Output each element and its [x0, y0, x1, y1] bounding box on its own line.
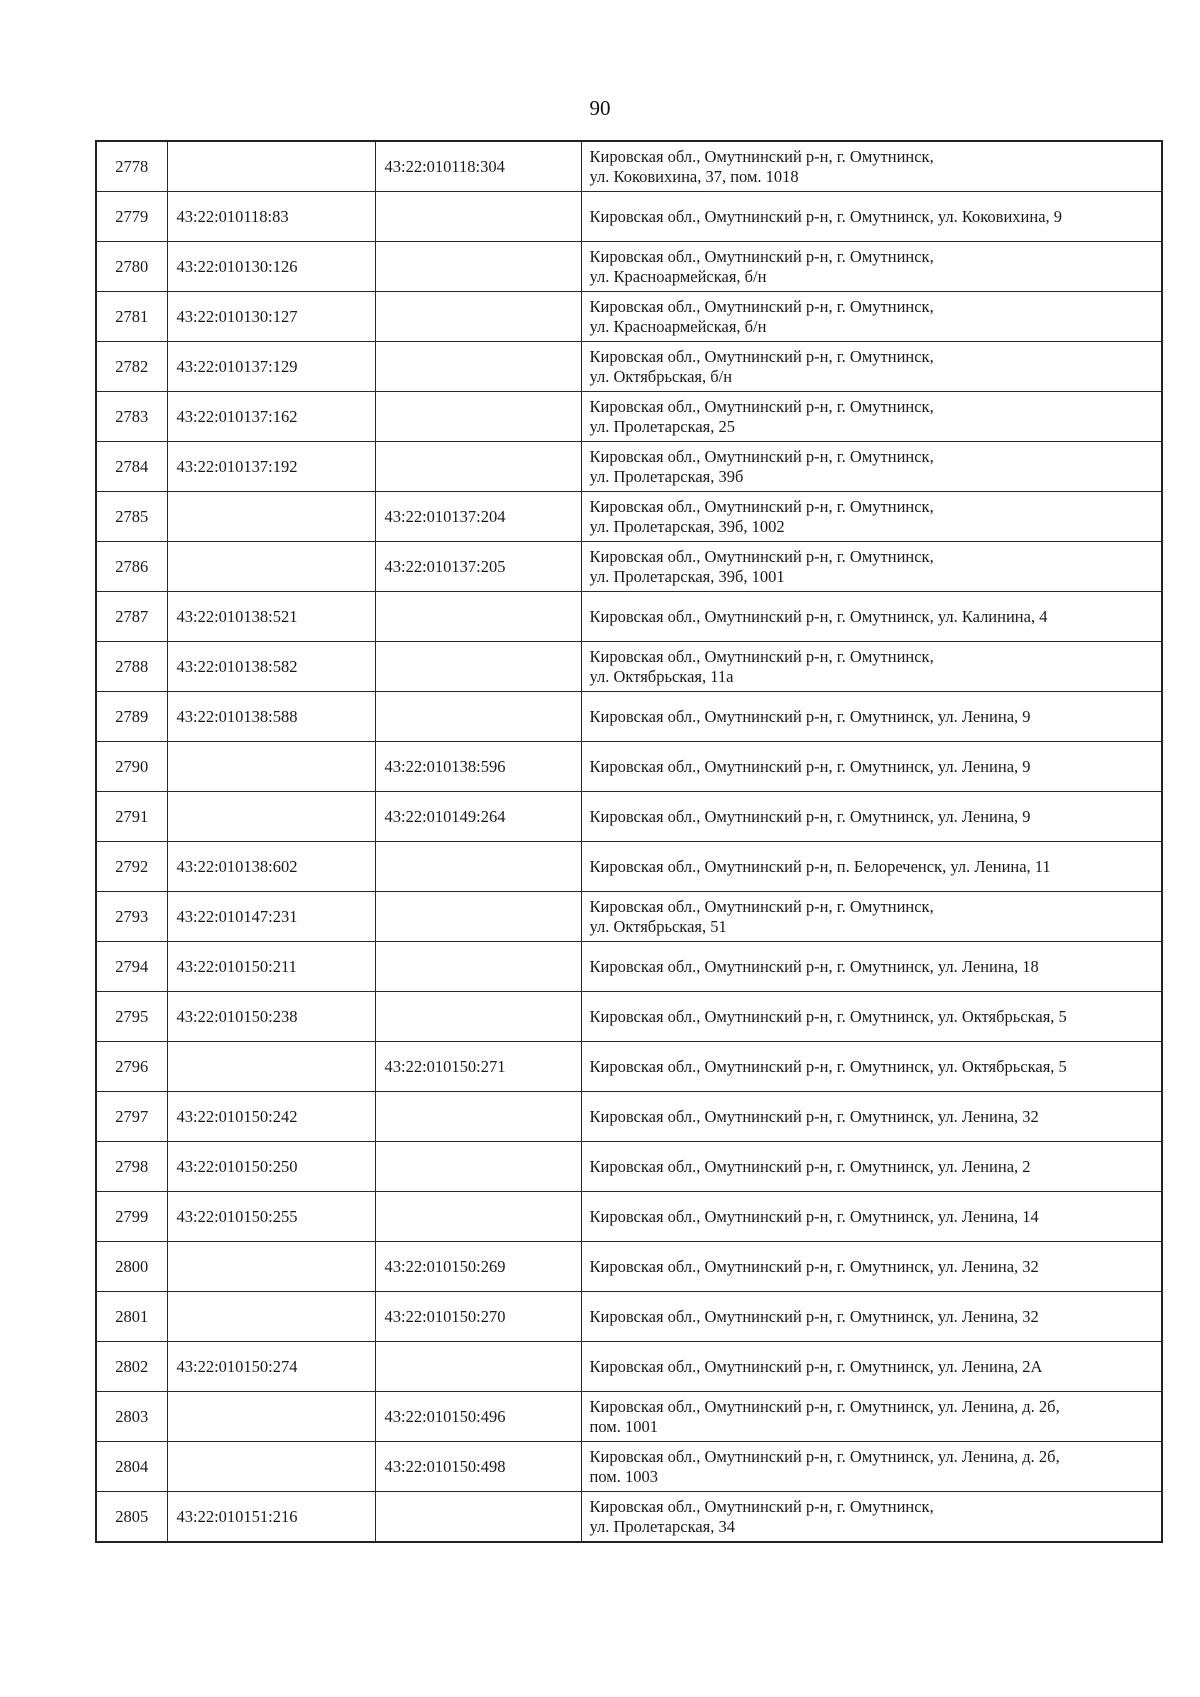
address-line: ул. Коковихина, 37, пом. 1018 — [589, 166, 799, 186]
address-line: ул. Пролетарская, 39б — [589, 466, 744, 486]
table-row — [96, 1042, 1162, 1092]
cadastral-number-cell — [167, 542, 375, 592]
address-cell — [581, 1192, 1162, 1242]
address-cell — [581, 642, 1162, 692]
address-line: Кировская обл., Омутнинский р-н, г. Омутнинск, ул. Коковихина, 9 — [589, 206, 1063, 226]
table-row — [96, 942, 1162, 992]
address-line: Кировская обл., Омутнинский р-н, г. Омутнинск, ул. Ленина, 9 — [589, 756, 1031, 776]
table-row — [96, 392, 1162, 442]
cadastral-number-cell — [375, 842, 581, 892]
address-line: Кировская обл., Омутнинский р-н, г. Омутнинск, — [589, 146, 934, 166]
address-cell — [581, 742, 1162, 792]
cadastral-number-cell — [375, 692, 581, 742]
address-cell — [581, 192, 1162, 242]
cadastral-number-cell: 43:22:010150:242 — [167, 1092, 375, 1142]
cadastral-number-cell: 43:22:010150:255 — [167, 1192, 375, 1242]
cadastral-number-cell: 43:22:010138:596 — [375, 742, 581, 792]
address-line: Кировская обл., Омутнинский р-н, п. Белореченск, ул. Ленина, 11 — [589, 856, 1051, 876]
cadastral-number-cell: 43:22:010130:127 — [167, 292, 375, 342]
cadastral-number-cell — [375, 1092, 581, 1142]
table-row — [96, 842, 1162, 892]
cadastral-number-cell: 43:22:010138:582 — [167, 642, 375, 692]
address-cell — [581, 442, 1162, 492]
table-row — [96, 992, 1162, 1042]
address-line: пом. 1001 — [589, 1416, 658, 1436]
address-cell — [581, 141, 1162, 192]
address-line: Кировская обл., Омутнинский р-н, г. Омутнинск, ул. Ленина, д. 2б, — [589, 1446, 1060, 1466]
address-line: Кировская обл., Омутнинский р-н, г. Омутнинск, — [589, 346, 934, 366]
row-number-cell: 2788 — [96, 642, 167, 692]
row-number-cell: 2804 — [96, 1442, 167, 1492]
cadastral-number-cell: 43:22:010138:588 — [167, 692, 375, 742]
cadastral-number-cell — [375, 1192, 581, 1242]
row-number-cell: 2795 — [96, 992, 167, 1042]
address-line: Кировская обл., Омутнинский р-н, г. Омутнинск, — [589, 446, 934, 466]
cadastral-number-cell: 43:22:010150:211 — [167, 942, 375, 992]
cadastral-number-cell: 43:22:010150:250 — [167, 1142, 375, 1192]
address-line: Кировская обл., Омутнинский р-н, г. Омутнинск, — [589, 896, 934, 916]
address-cell — [581, 1042, 1162, 1092]
address-cell — [581, 492, 1162, 542]
table-row — [96, 592, 1162, 642]
cadastral-number-cell: 43:22:010137:162 — [167, 392, 375, 442]
cadastral-number-cell — [167, 1392, 375, 1442]
address-line: ул. Красноармейская, б/н — [589, 316, 767, 336]
table-row — [96, 1092, 1162, 1142]
address-cell — [581, 842, 1162, 892]
table-row — [96, 1442, 1162, 1492]
address-line: Кировская обл., Омутнинский р-н, г. Омутнинск, — [589, 1496, 934, 1516]
address-line: Кировская обл., Омутнинский р-н, г. Омутнинск, ул. Октябрьская, 5 — [589, 1006, 1067, 1026]
address-cell — [581, 242, 1162, 292]
address-cell — [581, 1092, 1162, 1142]
row-number-cell: 2800 — [96, 1242, 167, 1292]
table-row — [96, 892, 1162, 942]
cadastral-number-cell — [167, 1042, 375, 1092]
cadastral-number-cell: 43:22:010149:264 — [375, 792, 581, 842]
address-line: ул. Октябрьская, 11а — [589, 666, 734, 686]
page-number: 90 — [589, 96, 611, 120]
row-number-cell: 2796 — [96, 1042, 167, 1092]
table-row — [96, 442, 1162, 492]
cadastral-number-cell — [375, 592, 581, 642]
cadastral-number-cell: 43:22:010137:192 — [167, 442, 375, 492]
address-line: пом. 1003 — [589, 1466, 658, 1486]
address-line: Кировская обл., Омутнинский р-н, г. Омутнинск, ул. Ленина, 9 — [589, 806, 1031, 826]
cadastral-number-cell: 43:22:010118:304 — [375, 141, 581, 192]
address-line: ул. Пролетарская, 39б, 1001 — [589, 566, 785, 586]
row-number-cell: 2805 — [96, 1492, 167, 1543]
cadastral-number-cell: 43:22:010150:269 — [375, 1242, 581, 1292]
cadastral-number-cell: 43:22:010138:521 — [167, 592, 375, 642]
address-line: ул. Пролетарская, 25 — [589, 416, 736, 436]
cadastral-number-cell — [375, 642, 581, 692]
address-cell — [581, 392, 1162, 442]
address-cell — [581, 1492, 1162, 1543]
registry-table — [95, 140, 1163, 1543]
row-number-cell: 2778 — [96, 141, 167, 192]
address-line: Кировская обл., Омутнинский р-н, г. Омутнинск, ул. Ленина, 18 — [589, 956, 1039, 976]
row-number-cell: 2797 — [96, 1092, 167, 1142]
address-cell — [581, 1392, 1162, 1442]
address-cell — [581, 892, 1162, 942]
table-row — [96, 1292, 1162, 1342]
address-line: Кировская обл., Омутнинский р-н, г. Омутнинск, — [589, 496, 934, 516]
cadastral-number-cell — [167, 792, 375, 842]
address-line: Кировская обл., Омутнинский р-н, г. Омутнинск, ул. Ленина, 32 — [589, 1106, 1039, 1126]
row-number-cell: 2793 — [96, 892, 167, 942]
row-number-cell: 2783 — [96, 392, 167, 442]
row-number-cell: 2781 — [96, 292, 167, 342]
row-number-cell: 2798 — [96, 1142, 167, 1192]
row-number-cell: 2784 — [96, 442, 167, 492]
cadastral-number-cell: 43:22:010151:216 — [167, 1492, 375, 1543]
address-line: Кировская обл., Омутнинский р-н, г. Омутнинск, ул. Калинина, 4 — [589, 606, 1048, 626]
address-cell — [581, 542, 1162, 592]
cadastral-number-cell: 43:22:010150:498 — [375, 1442, 581, 1492]
address-cell — [581, 342, 1162, 392]
table-row — [96, 542, 1162, 592]
row-number-cell: 2790 — [96, 742, 167, 792]
address-line: Кировская обл., Омутнинский р-н, г. Омутнинск, ул. Ленина, 9 — [589, 706, 1031, 726]
cadastral-number-cell: 43:22:010150:274 — [167, 1342, 375, 1392]
cadastral-number-cell — [375, 992, 581, 1042]
table-row — [96, 192, 1162, 242]
table-row — [96, 492, 1162, 542]
address-line: Кировская обл., Омутнинский р-н, г. Омутнинск, ул. Ленина, 2 — [589, 1156, 1031, 1176]
address-cell — [581, 292, 1162, 342]
address-line: Кировская обл., Омутнинский р-н, г. Омутнинск, ул. Октябрьская, 5 — [589, 1056, 1067, 1076]
registry-table-body — [96, 141, 1162, 1542]
address-cell — [581, 692, 1162, 742]
address-cell — [581, 1342, 1162, 1392]
address-line: ул. Пролетарская, 39б, 1002 — [589, 516, 785, 536]
cadastral-number-cell — [375, 942, 581, 992]
address-line: Кировская обл., Омутнинский р-н, г. Омутнинск, — [589, 296, 934, 316]
address-line: ул. Пролетарская, 34 — [589, 1516, 736, 1536]
cadastral-number-cell: 43:22:010147:231 — [167, 892, 375, 942]
cadastral-number-cell — [167, 742, 375, 792]
row-number-cell: 2792 — [96, 842, 167, 892]
table-row — [96, 792, 1162, 842]
address-line: Кировская обл., Омутнинский р-н, г. Омутнинск, — [589, 546, 934, 566]
row-number-cell: 2780 — [96, 242, 167, 292]
address-cell — [581, 592, 1162, 642]
address-line: Кировская обл., Омутнинский р-н, г. Омутнинск, — [589, 246, 934, 266]
cadastral-number-cell — [375, 242, 581, 292]
cadastral-number-cell: 43:22:010137:129 — [167, 342, 375, 392]
table-row — [96, 1392, 1162, 1442]
table-row — [96, 692, 1162, 742]
cadastral-number-cell — [167, 1442, 375, 1492]
table-row — [96, 1142, 1162, 1192]
cadastral-number-cell: 43:22:010118:83 — [167, 192, 375, 242]
table-row — [96, 342, 1162, 392]
table-row — [96, 642, 1162, 692]
address-line: ул. Красноармейская, б/н — [589, 266, 767, 286]
table-row — [96, 292, 1162, 342]
address-line: Кировская обл., Омутнинский р-н, г. Омутнинск, — [589, 646, 934, 666]
table-row — [96, 242, 1162, 292]
row-number-cell: 2799 — [96, 1192, 167, 1242]
cadastral-number-cell — [375, 1492, 581, 1543]
row-number-cell: 2794 — [96, 942, 167, 992]
cadastral-number-cell — [375, 1142, 581, 1192]
address-cell — [581, 792, 1162, 842]
row-number-cell: 2801 — [96, 1292, 167, 1342]
cadastral-number-cell: 43:22:010150:496 — [375, 1392, 581, 1442]
row-number-cell: 2789 — [96, 692, 167, 742]
address-cell — [581, 942, 1162, 992]
cadastral-number-cell — [167, 1292, 375, 1342]
row-number-cell: 2782 — [96, 342, 167, 392]
row-number-cell: 2779 — [96, 192, 167, 242]
table-row — [96, 1342, 1162, 1392]
table-row — [96, 742, 1162, 792]
cadastral-number-cell — [167, 492, 375, 542]
cadastral-number-cell — [375, 392, 581, 442]
address-cell — [581, 1292, 1162, 1342]
cadastral-number-cell: 43:22:010137:205 — [375, 542, 581, 592]
cadastral-number-cell: 43:22:010150:271 — [375, 1042, 581, 1092]
address-line: Кировская обл., Омутнинский р-н, г. Омутнинск, ул. Ленина, 32 — [589, 1256, 1039, 1276]
address-line: Кировская обл., Омутнинский р-н, г. Омутнинск, ул. Ленина, 14 — [589, 1206, 1039, 1226]
cadastral-number-cell — [167, 141, 375, 192]
address-cell — [581, 1242, 1162, 1292]
address-line: Кировская обл., Омутнинский р-н, г. Омутнинск, ул. Ленина, д. 2б, — [589, 1396, 1060, 1416]
row-number-cell: 2791 — [96, 792, 167, 842]
address-line: ул. Октябрьская, б/н — [589, 366, 733, 386]
cadastral-number-cell — [375, 342, 581, 392]
table-row — [96, 1242, 1162, 1292]
row-number-cell: 2786 — [96, 542, 167, 592]
table-row — [96, 1492, 1162, 1543]
address-line: Кировская обл., Омутнинский р-н, г. Омутнинск, ул. Ленина, 32 — [589, 1306, 1039, 1326]
cadastral-number-cell — [375, 192, 581, 242]
row-number-cell: 2787 — [96, 592, 167, 642]
cadastral-number-cell — [167, 1242, 375, 1292]
cadastral-number-cell: 43:22:010137:204 — [375, 492, 581, 542]
address-line: Кировская обл., Омутнинский р-н, г. Омутнинск, ул. Ленина, 2А — [589, 1356, 1043, 1376]
row-number-cell: 2803 — [96, 1392, 167, 1442]
table-row — [96, 141, 1162, 192]
row-number-cell: 2785 — [96, 492, 167, 542]
cadastral-number-cell: 43:22:010150:238 — [167, 992, 375, 1042]
cadastral-number-cell — [375, 292, 581, 342]
address-cell — [581, 1442, 1162, 1492]
address-cell — [581, 1142, 1162, 1192]
table-row — [96, 1192, 1162, 1242]
cadastral-number-cell: 43:22:010130:126 — [167, 242, 375, 292]
cadastral-number-cell: 43:22:010150:270 — [375, 1292, 581, 1342]
cadastral-number-cell — [375, 892, 581, 942]
row-number-cell: 2802 — [96, 1342, 167, 1392]
cadastral-number-cell — [375, 1342, 581, 1392]
cadastral-number-cell: 43:22:010138:602 — [167, 842, 375, 892]
cadastral-number-cell — [375, 442, 581, 492]
address-cell — [581, 992, 1162, 1042]
address-line: ул. Октябрьская, 51 — [589, 916, 727, 936]
address-line: Кировская обл., Омутнинский р-н, г. Омутнинск, — [589, 396, 934, 416]
